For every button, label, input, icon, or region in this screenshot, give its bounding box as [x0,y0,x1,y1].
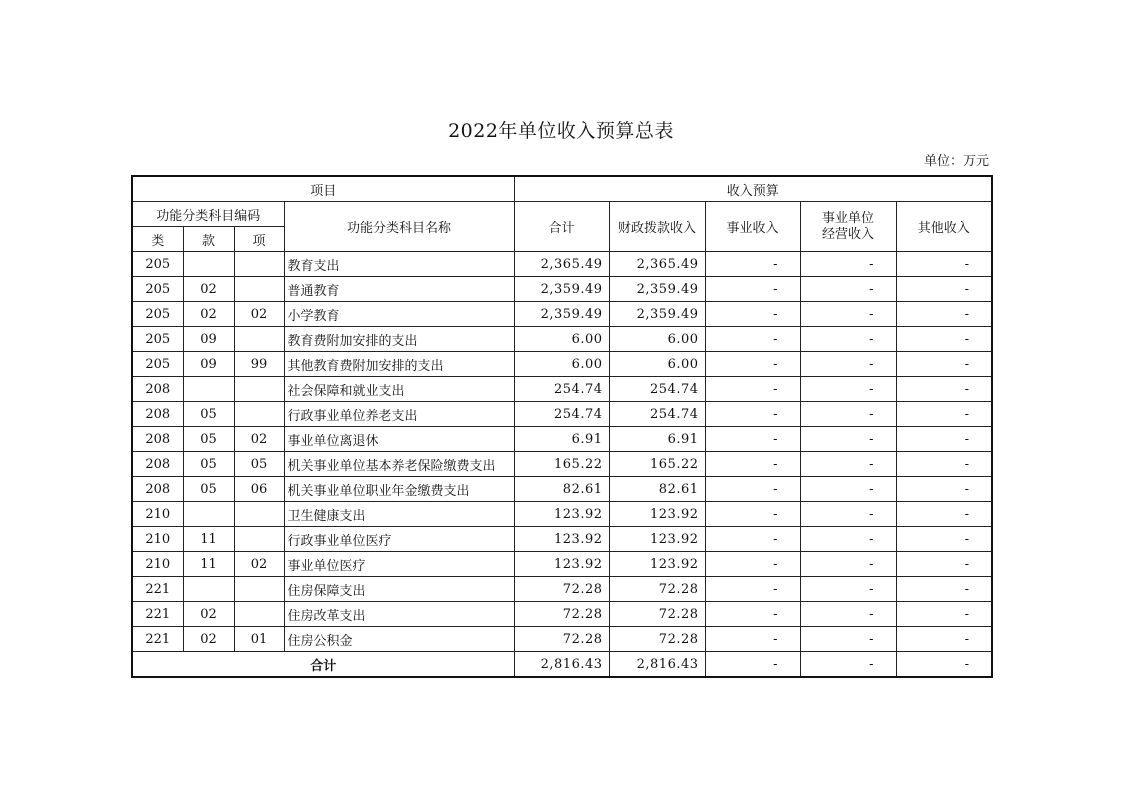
cell-total: 6.00 [514,327,609,352]
cell-section [183,502,234,527]
table-row [132,377,992,402]
table-row [132,352,992,377]
cell-class: 205 [132,352,183,377]
cell-item [234,577,284,602]
total-operating: - [800,652,896,678]
cell-other: - [896,627,992,652]
cell-section [183,252,234,277]
cell-section: 05 [183,452,234,477]
cell-name: 教育费附加安排的支出 [284,327,514,352]
cell-fiscal: 254.74 [609,402,705,427]
table-row [132,602,992,627]
cell-other: - [896,527,992,552]
header-business: 事业收入 [705,202,800,252]
cell-business: - [705,552,800,577]
header-total: 合计 [514,202,609,252]
cell-fiscal: 2,365.49 [609,252,705,277]
cell-class: 210 [132,552,183,577]
cell-other: - [896,277,992,302]
cell-total: 6.00 [514,352,609,377]
cell-operating: - [800,302,896,327]
cell-class: 208 [132,402,183,427]
cell-item [234,277,284,302]
cell-fiscal: 6.00 [609,327,705,352]
cell-class: 221 [132,602,183,627]
cell-section: 05 [183,477,234,502]
cell-section: 02 [183,627,234,652]
cell-other: - [896,402,992,427]
cell-class: 208 [132,452,183,477]
cell-business: - [705,352,800,377]
cell-fiscal: 165.22 [609,452,705,477]
cell-name: 住房保障支出 [284,577,514,602]
cell-total: 2,359.49 [514,302,609,327]
cell-item: 01 [234,627,284,652]
cell-operating: - [800,252,896,277]
cell-total: 254.74 [514,377,609,402]
cell-other: - [896,427,992,452]
cell-item: 02 [234,302,284,327]
cell-other: - [896,552,992,577]
cell-section: 02 [183,602,234,627]
header-other: 其他收入 [896,202,992,252]
total-business: - [705,652,800,678]
cell-section: 05 [183,427,234,452]
cell-class: 205 [132,277,183,302]
cell-fiscal: 82.61 [609,477,705,502]
cell-operating: - [800,452,896,477]
cell-name: 社会保障和就业支出 [284,377,514,402]
table-body [132,252,992,652]
cell-item [234,252,284,277]
cell-name: 教育支出 [284,252,514,277]
cell-total: 2,359.49 [514,277,609,302]
table-header [132,176,992,252]
cell-section: 05 [183,402,234,427]
cell-other: - [896,352,992,377]
cell-class: 208 [132,377,183,402]
cell-section: 02 [183,302,234,327]
cell-business: - [705,402,800,427]
cell-business: - [705,502,800,527]
cell-operating: - [800,427,896,452]
total-label: 合计 [132,652,514,678]
header-item: 项 [234,227,284,252]
cell-business: - [705,427,800,452]
cell-business: - [705,377,800,402]
cell-other: - [896,327,992,352]
cell-class: 205 [132,252,183,277]
cell-business: - [705,452,800,477]
cell-total: 254.74 [514,402,609,427]
cell-fiscal: 254.74 [609,377,705,402]
table-row [132,527,992,552]
cell-item: 02 [234,552,284,577]
cell-business: - [705,477,800,502]
cell-total: 123.92 [514,552,609,577]
cell-operating: - [800,352,896,377]
cell-total: 123.92 [514,527,609,552]
cell-business: - [705,577,800,602]
header-fiscal: 财政拨款收入 [609,202,705,252]
header-section: 款 [183,227,234,252]
cell-operating: - [800,627,896,652]
cell-other: - [896,252,992,277]
cell-item: 06 [234,477,284,502]
cell-name: 行政事业单位医疗 [284,527,514,552]
cell-name: 事业单位医疗 [284,552,514,577]
total-other: - [896,652,992,678]
cell-other: - [896,602,992,627]
table-row [132,327,992,352]
cell-total: 123.92 [514,502,609,527]
cell-name: 小学教育 [284,302,514,327]
cell-item [234,377,284,402]
cell-class: 208 [132,427,183,452]
cell-fiscal: 123.92 [609,552,705,577]
header-operating-line2: 经营收入 [822,226,875,242]
header-name: 功能分类科目名称 [284,202,514,252]
cell-name: 行政事业单位养老支出 [284,402,514,427]
table-row [132,627,992,652]
cell-other: - [896,477,992,502]
cell-fiscal: 6.00 [609,352,705,377]
table-row [132,427,992,452]
cell-total: 2,365.49 [514,252,609,277]
cell-class: 221 [132,577,183,602]
cell-business: - [705,277,800,302]
header-income-budget: 收入预算 [514,176,992,202]
cell-section [183,377,234,402]
cell-fiscal: 123.92 [609,502,705,527]
cell-operating: - [800,477,896,502]
cell-section: 09 [183,327,234,352]
cell-business: - [705,327,800,352]
table-row [132,552,992,577]
cell-section [183,577,234,602]
budget-table [131,175,993,678]
cell-total: 6.91 [514,427,609,452]
cell-item [234,402,284,427]
cell-class: 205 [132,302,183,327]
table-footer [132,652,992,678]
cell-total: 72.28 [514,577,609,602]
cell-other: - [896,302,992,327]
cell-fiscal: 6.91 [609,427,705,452]
cell-section: 11 [183,552,234,577]
table-row [132,402,992,427]
table-row [132,452,992,477]
cell-other: - [896,577,992,602]
cell-total: 82.61 [514,477,609,502]
cell-business: - [705,627,800,652]
total-row [132,652,992,678]
cell-operating: - [800,402,896,427]
cell-class: 208 [132,477,183,502]
header-project: 项目 [132,176,514,202]
cell-name: 其他教育费附加安排的支出 [284,352,514,377]
cell-class: 210 [132,502,183,527]
cell-other: - [896,502,992,527]
table-row [132,252,992,277]
cell-operating: - [800,502,896,527]
header-operating [800,202,896,252]
cell-class: 210 [132,527,183,552]
cell-fiscal: 72.28 [609,627,705,652]
cell-total: 72.28 [514,627,609,652]
cell-total: 165.22 [514,452,609,477]
table-row [132,502,992,527]
header-operating-line1: 事业单位 [822,210,875,226]
cell-fiscal: 72.28 [609,602,705,627]
cell-business: - [705,602,800,627]
cell-item [234,602,284,627]
table-row [132,577,992,602]
cell-name: 机关事业单位基本养老保险缴费支出 [284,452,514,477]
header-class: 类 [132,227,183,252]
cell-name: 普通教育 [284,277,514,302]
cell-name: 住房改革支出 [284,602,514,627]
cell-operating: - [800,377,896,402]
cell-fiscal: 2,359.49 [609,302,705,327]
total-fiscal: 2,816.43 [609,652,705,678]
cell-name: 住房公积金 [284,627,514,652]
table-row [132,477,992,502]
cell-section: 11 [183,527,234,552]
cell-fiscal: 2,359.49 [609,277,705,302]
cell-item [234,527,284,552]
page-title: 2022年单位收入预算总表 [448,120,674,142]
cell-item: 02 [234,427,284,452]
cell-fiscal: 123.92 [609,527,705,552]
cell-item: 99 [234,352,284,377]
cell-other: - [896,377,992,402]
cell-class: 221 [132,627,183,652]
cell-section: 09 [183,352,234,377]
cell-operating: - [800,327,896,352]
cell-operating: - [800,527,896,552]
cell-business: - [705,252,800,277]
cell-item [234,327,284,352]
cell-operating: - [800,552,896,577]
cell-section: 02 [183,277,234,302]
total-sum: 2,816.43 [514,652,609,678]
cell-operating: - [800,277,896,302]
cell-business: - [705,527,800,552]
cell-name: 卫生健康支出 [284,502,514,527]
table-row [132,277,992,302]
cell-business: - [705,302,800,327]
cell-item [234,502,284,527]
cell-name: 事业单位离退休 [284,427,514,452]
cell-total: 72.28 [514,602,609,627]
cell-operating: - [800,577,896,602]
unit-label: 单位：万元 [923,154,989,169]
cell-operating: - [800,602,896,627]
cell-name: 机关事业单位职业年金缴费支出 [284,477,514,502]
cell-item: 05 [234,452,284,477]
header-code-group: 功能分类科目编码 [132,202,284,227]
cell-other: - [896,452,992,477]
cell-fiscal: 72.28 [609,577,705,602]
table-row [132,302,992,327]
cell-class: 205 [132,327,183,352]
